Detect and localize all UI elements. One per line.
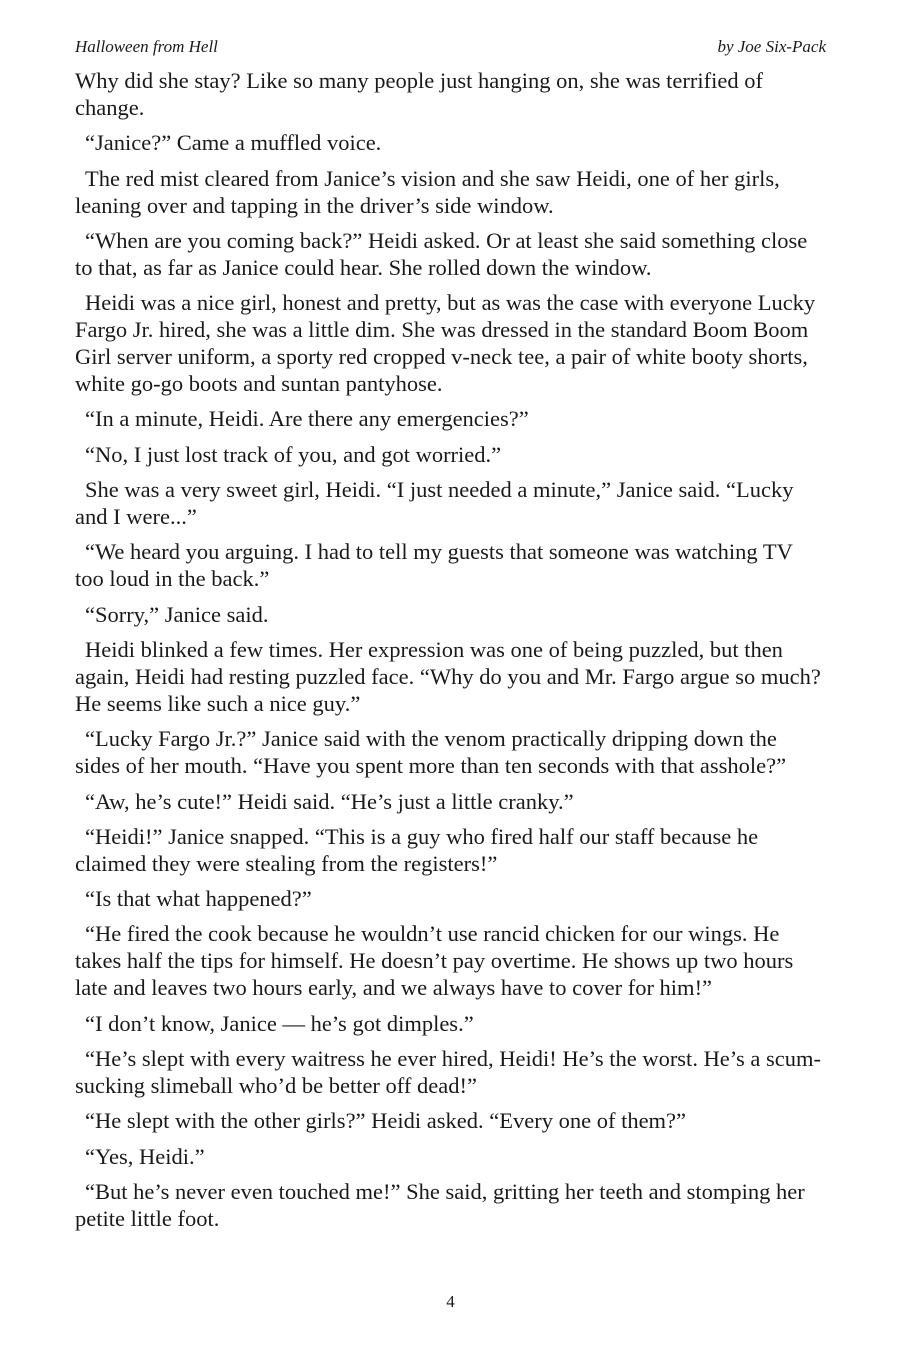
paragraph: Heidi blinked a few times. Her expression was one of being puzzled, but then again, Heidi had resting puzzled face. “Why do you and Mr. Fargo argue so much? He seems like such a nice guy.” (75, 636, 821, 716)
paragraph: She was a very sweet girl, Heidi. “I just needed a minute,” Janice said. “Lucky and I were...” (75, 477, 794, 530)
body-text (75, 67, 826, 1232)
book-title: Halloween from Hell (75, 37, 218, 56)
paragraph: “In a minute, Heidi. Are there any emergencies?” (85, 406, 529, 432)
paragraph: “Aw, he’s cute!” Heidi said. “He’s just a little cranky.” (85, 788, 574, 814)
paragraph: “We heard you arguing. I had to tell my guests that someone was watching TV too loud in the back.” (75, 539, 793, 592)
paragraph: “But he’s never even touched me!” She said, gritting her teeth and stomping her petite little foot. (75, 1178, 805, 1231)
paragraph: “He slept with the other girls?” Heidi asked. “Every one of them?” (85, 1108, 687, 1134)
paragraph: “Is that what happened?” (85, 886, 312, 912)
paragraph: “Heidi!” Janice snapped. “This is a guy who fired half our staff because he claimed they were stealing from the registers!” (75, 823, 759, 876)
paragraph: Why did she stay? Like so many people just hanging on, she was terrified of change. (75, 68, 763, 120)
paragraph: “When are you coming back?” Heidi asked. Or at least she said something close to that, as far as Janice could hear. She rolled down the window. (75, 227, 808, 280)
page-number: 4 (446, 1292, 455, 1311)
paragraph: “Janice?” Came a muffled voice. (85, 130, 382, 156)
paragraph: “Sorry,” Janice said. (85, 601, 269, 627)
paragraph: Heidi was a nice girl, honest and pretty, but as was the case with everyone Lucky Fargo Jr. hired, she was a little dim. She was dressed in the standard Boom Boom Girl server uniform, a sporty red cropped v-neck tee, a pair of white booty shorts, white go-go boots and suntan pantyhose. (75, 290, 816, 397)
author-byline: by Joe Six-Pack (717, 37, 826, 56)
paragraph: “Yes, Heidi.” (85, 1143, 205, 1169)
paragraph: The red mist cleared from Janice’s vision and she saw Heidi, one of her girls, leaning over and tapping in the driver’s side window. (75, 165, 780, 218)
paragraph: “Lucky Fargo Jr.?” Janice said with the venom practically dripping down the sides of her mouth. “Have you spent more than ten seconds with that asshole?” (75, 726, 787, 779)
paragraph: “He’s slept with every waitress he ever hired, Heidi! He’s the worst. He’s a scum-sucking slimeball who’d be better off dead!” (75, 1046, 822, 1099)
book-page (75, 36, 826, 1326)
paragraph: “He fired the cook because he wouldn’t use rancid chicken for our wings. He takes half the tips for himself. He doesn’t pay overtime. He shows up two hours late and leaves two hours early, and we always have to cover for him!” (75, 921, 794, 1001)
paragraph: “No, I just lost track of you, and got worried.” (85, 441, 502, 467)
running-header (75, 36, 826, 58)
paragraph: “I don’t know, Janice — he’s got dimples.” (85, 1010, 474, 1036)
